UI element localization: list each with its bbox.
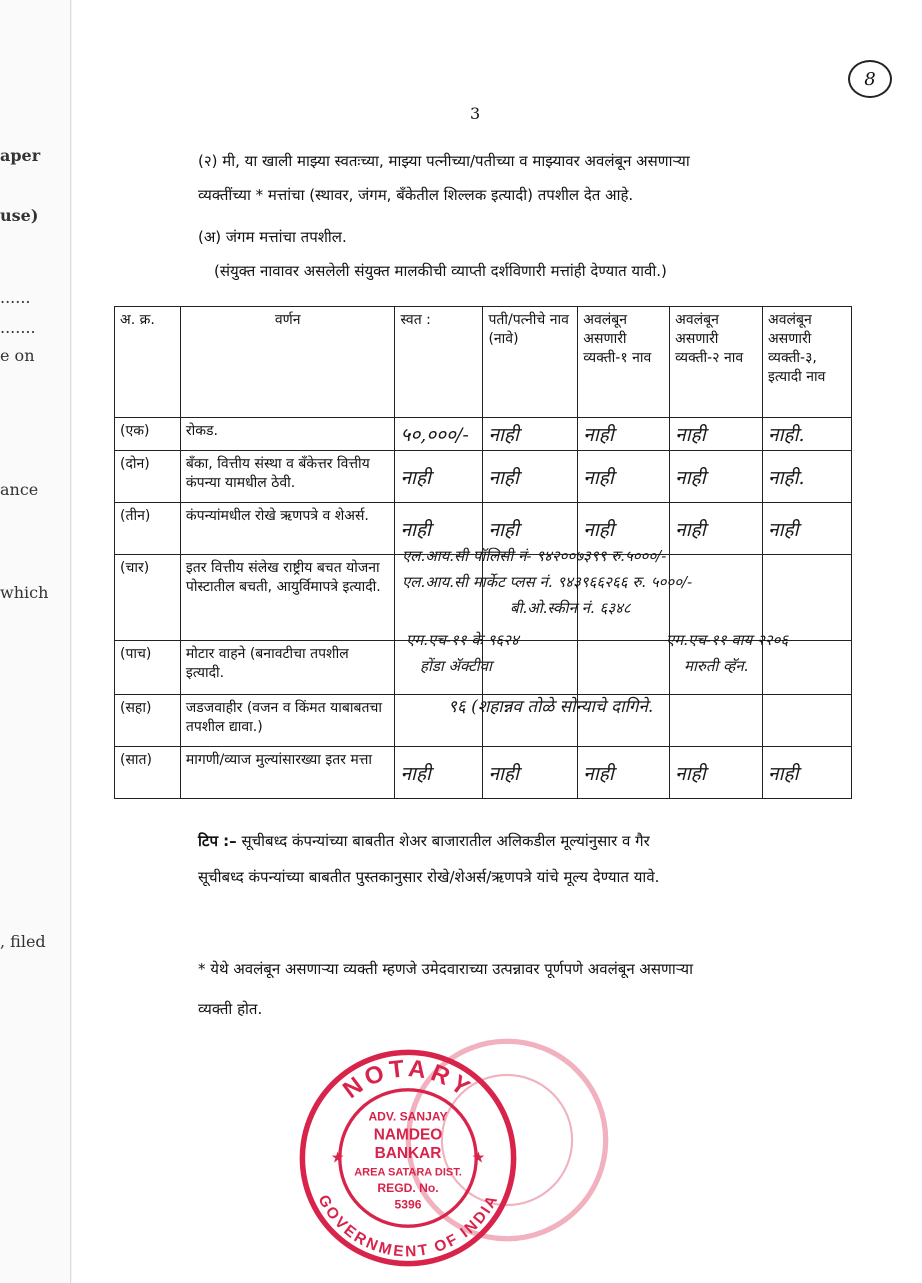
left-fragment: e on: [0, 346, 35, 365]
tip-line-2: सूचीबध्द कंपन्यांच्या बाबतीत पुस्तकानुसार रोखे/शेअर्स/ऋणपत्रे यांचे मूल्य देण्यात यावे.: [198, 868, 660, 886]
row-description: इतर वित्तीय संलेख राष्ट्रीय बचत योजना पोस्टातील बचती, आयुर्विमापत्रे इत्यादी.: [180, 555, 395, 641]
lic-policy-line-1: एल.आय.सी पॉलिसी नं- ९४२००७३९९ रु.५०००/-: [402, 547, 667, 565]
intro-line-1: (२) मी, या खाली माझ्या स्वतःच्या, माझ्या पत्नीच्या/पतीच्या व माझ्यावर अवलंबून असणाऱ्या: [198, 152, 690, 170]
table-row: [115, 451, 852, 503]
handwritten-value: नाही: [583, 518, 614, 541]
handwritten-value: नाही: [488, 762, 519, 785]
handwritten-value: नाही: [583, 466, 614, 489]
row-number: (सहा): [115, 695, 181, 747]
intro-line-2: व्यक्तींच्या * मत्तांचा (स्थावर, जंगम, बँकेतील शिल्लक इत्यादी) तपशील देत आहे.: [198, 186, 634, 204]
adjacent-page-strip: [0, 0, 71, 1283]
tip-text: सूचीबध्द कंपन्यांच्या बाबतीत शेअर बाजारातील अलिकडील मूल्यांनुसार व गैर: [241, 832, 650, 850]
lic-policy-line-2: एल.आय.सी मार्केट प्लस नं. ९४३९६६२६६ रु. ५०००/-: [402, 573, 693, 591]
handwritten-value: नाही: [400, 466, 431, 489]
section-heading: (अ) जंगम मत्तांचा तपशील.: [198, 228, 347, 246]
row-cell: [395, 555, 483, 641]
table-header-row: [115, 307, 852, 418]
row-description: रोकड.: [180, 418, 395, 451]
table-row: [115, 747, 852, 799]
jewellery-detail: ९६ (शहान्नव तोळे सोन्याचे दागिने.: [448, 697, 654, 717]
handwritten-value: नाही: [488, 424, 519, 446]
stamp-line: BANKAR: [374, 1145, 442, 1162]
handwritten-value: नाही.: [768, 466, 805, 489]
dependent-definition-line-2: व्यक्ती होत.: [198, 1000, 263, 1018]
stamp-line: AREA SATARA DIST.: [354, 1166, 462, 1179]
column-header: अवलंबून असणारी व्यक्ती-३, इत्यादी नाव: [763, 307, 852, 418]
stamp-line: REGD. No.: [377, 1181, 439, 1196]
tip-label: टिप :–: [198, 832, 237, 850]
row-description: मागणी/व्याज मुल्यांसारख्या इतर मत्ता: [180, 747, 395, 799]
row-cell: [763, 555, 852, 641]
handwritten-value: नाही: [400, 762, 431, 785]
tip-line-1: [198, 826, 650, 856]
joint-ownership-note: (संयुक्त नावावर असलेली संयुक्त मालकीची व्याप्ती दर्शविणारी मत्तांही देण्यात यावी.): [214, 262, 667, 280]
row-description: बँका, वित्तीय संस्था व बँकेत्तर वित्तीय कंपन्या यामधील ठेवी.: [180, 451, 395, 503]
scheme-number-line: बी.ओ.स्कीन नं. ६३४८: [510, 599, 631, 617]
handwritten-value: नाही: [675, 466, 706, 489]
row-cell: [670, 555, 763, 641]
row-cell: [763, 695, 852, 747]
handwritten-value: नाही.: [768, 424, 805, 446]
handwritten-value: नाही: [675, 518, 706, 541]
handwritten-value: नाही: [583, 762, 614, 785]
stamp-line: NAMDEO: [373, 1126, 443, 1144]
dependent-definition-line-1: * येथे अवलंबून असणाऱ्या व्यक्ती म्हणजे उमेदवाराच्या उत्पन्नावर पूर्णपणे अवलंबून असणाऱ्या: [198, 960, 693, 978]
column-header: वर्णन: [180, 307, 395, 418]
vehicle-1-number: एम.एच-११ के ९६२४: [406, 631, 519, 649]
handwritten-value: नाही: [583, 424, 614, 446]
column-header: अवलंबून असणारी व्यक्ती-१ नाव: [578, 307, 670, 418]
left-fragment: ance: [0, 480, 39, 499]
star-icon: ★: [330, 1148, 345, 1167]
left-fragment: use): [0, 206, 39, 225]
row-cell: [670, 695, 763, 747]
handwritten-value: ५०,०००/-: [400, 424, 469, 446]
table-row: [115, 418, 852, 451]
left-fragment: , filed: [0, 932, 46, 951]
column-header: अ. क्र.: [115, 307, 181, 418]
left-fragment: .......: [0, 318, 36, 337]
star-icon: ★: [471, 1148, 486, 1167]
row-number: (चार): [115, 555, 181, 641]
row-number: (पाच): [115, 641, 181, 695]
handwritten-value: नाही: [768, 518, 799, 541]
left-fragment: which: [0, 583, 49, 602]
row-description: कंपन्यांमधील रोखे ऋणपत्रे व शेअर्स.: [180, 503, 395, 555]
row-number: (तीन): [115, 503, 181, 555]
row-cell: [578, 641, 670, 695]
vehicle-1-model: होंडा ॲक्टीवा: [420, 657, 492, 675]
row-description: मोटार वाहने (बनावटीचा तपशील इत्यादी.: [180, 641, 395, 695]
left-fragment: ......: [0, 288, 31, 307]
stamp-top-text: NOTARY: [338, 1055, 478, 1105]
row-description: जडजवाहीर (वजन व किंमत याबाबतचा तपशील द्यावा.): [180, 695, 395, 747]
row-number: (दोन): [115, 451, 181, 503]
handwritten-value: नाही: [675, 762, 706, 785]
document-page: [72, 0, 922, 1283]
row-number: (एक): [115, 418, 181, 451]
vehicle-2-model: मारुती व्हॅन.: [684, 657, 749, 675]
row-number: (सात): [115, 747, 181, 799]
stamp-line: 5396: [394, 1197, 422, 1212]
handwritten-value: नाही: [768, 762, 799, 785]
stamp-line: ADV. SANJAY: [368, 1109, 448, 1124]
vehicle-2-number: एम.एच-११ वाय २२०६: [666, 631, 789, 649]
page-number: 3: [470, 104, 481, 123]
column-header: स्वत :: [395, 307, 483, 418]
handwritten-value: नाही: [400, 518, 431, 541]
handwritten-value: नाही: [675, 424, 706, 446]
handwritten-value: नाही: [488, 518, 519, 541]
handwritten-value: नाही: [488, 466, 519, 489]
notary-stamp: [298, 1048, 518, 1268]
stamp-bottom-text: GOVERNMENT OF INDIA: [314, 1192, 502, 1261]
column-header: अवलंबून असणारी व्यक्ती-२ नाव: [670, 307, 763, 418]
page-corner-mark: 8: [848, 60, 892, 98]
left-fragment: aper: [0, 146, 41, 165]
table-row: [115, 555, 852, 641]
column-header: पती/पत्नीचे नाव (नावे): [483, 307, 578, 418]
